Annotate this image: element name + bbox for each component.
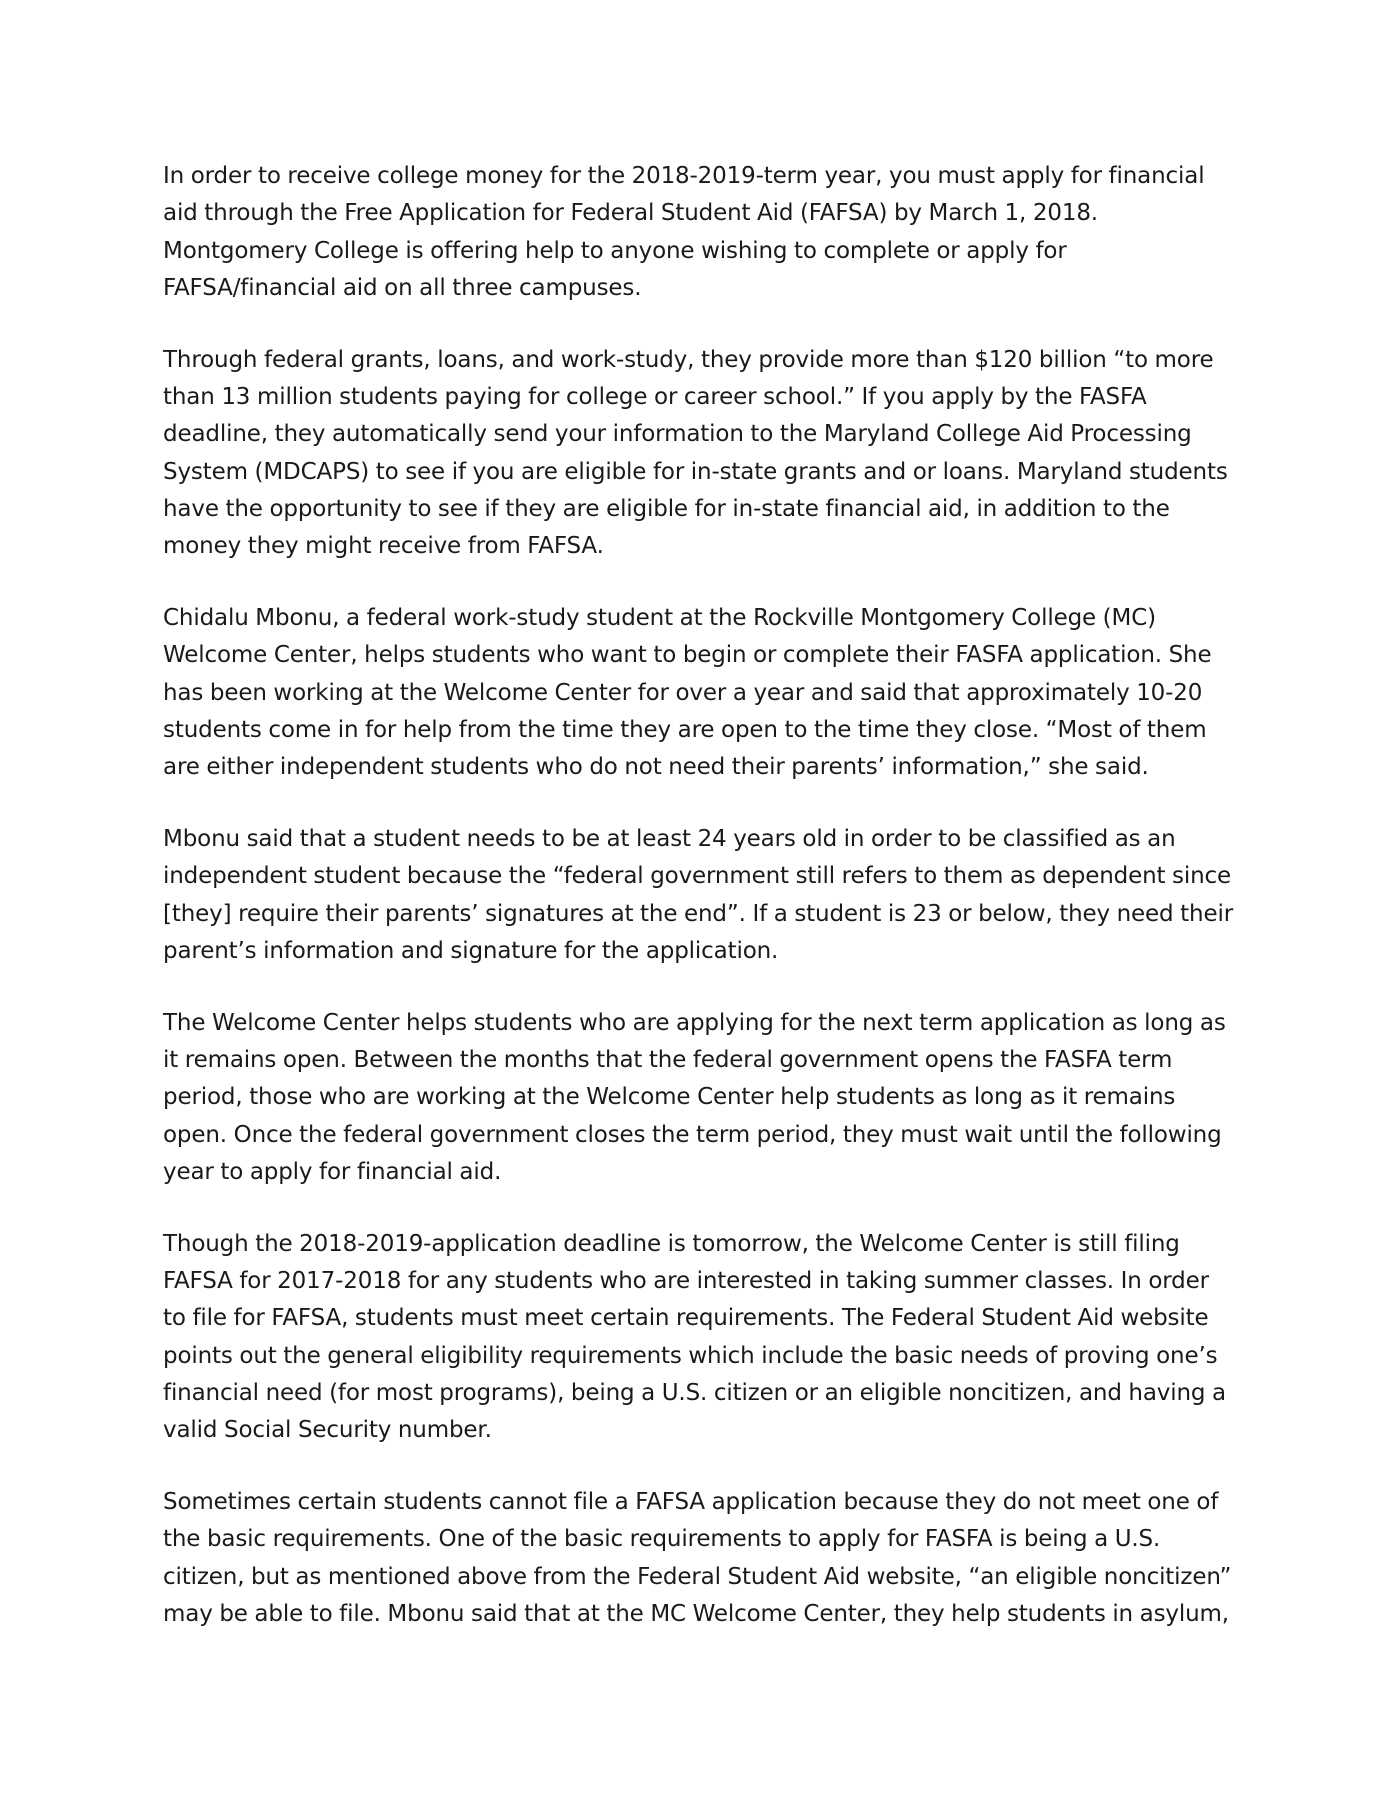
paragraph-6: Though the 2018-2019-application deadline is tomorrow, the Welcome Center is still filing FAFSA for 2017-2018 for any students who are interested in taking summer classes. In order to file for FAFSA, students must meet certain requirements. The Federal Student Aid website points out the general eligibility requirements which include the basic needs of proving one’s financial need (for most programs), being a U.S. citizen or an eligible noncitizen, and having a valid Social Security number. [163,1230,1226,1444]
paragraph-7: Sometimes certain students cannot file a FAFSA application because they do not meet one of the basic requirements. One of the basic requirements to apply for FASFA is being a U.S. citizen, but as mentioned above from the Federal Student Aid website, “an eligible noncitizen” may be able to file. Mbonu said that at the MC Welcome Center, they help students in asylum, [163,1488,1232,1627]
paragraph-1: In order to receive college money for the 2018-2019-term year, you must apply for financial aid through the Free Application for Federal Student Aid (FAFSA) by March 1, 2018. Montgomery College is offering help to anyone wishing to complete or apply for FAFSA/financial aid on all three campuses. [163,163,1205,301]
paragraph-3: Chidalu Mbonu, a federal work-study student at the Rockville Montgomery College (MC) Welcome Center, helps students who want to begin or complete their FASFA application. She has been working at the Welcome Center for over a year and said that approximately 10-20 students come in for help from the time they are open to the time they close. “Most of them are either independent students who do not need their parents’ information,” she said. [163,604,1212,781]
document-body [163,158,1238,1668]
paragraph-5: The Welcome Center helps students who are applying for the next term application as long as it remains open. Between the months that the federal government opens the FASFA term period, those who are working at the Welcome Center help students as long as it remains open. Once the federal government closes the term period, they must wait until the following year to apply for financial aid. [163,1009,1226,1185]
paragraph-4: Mbonu said that a student needs to be at least 24 years old in order to be classified as an independent student because the “federal government still refers to them as dependent since [they] require their parents’ signatures at the end”. If a student is 23 or below, they need their parent’s information and signature for the application. [163,825,1233,964]
paragraph-2: Through federal grants, loans, and work-study, they provide more than $120 billion “to more than 13 million students paying for college or career school.” If you apply by the FASFA deadline, they automatically send your information to the Maryland College Aid Processing System (MDCAPS) to see if you are eligible for in-state grants and or loans. Maryland students have the opportunity to see if they are eligible for in-state financial aid, in addition to the money they might receive from FAFSA. [163,346,1228,560]
